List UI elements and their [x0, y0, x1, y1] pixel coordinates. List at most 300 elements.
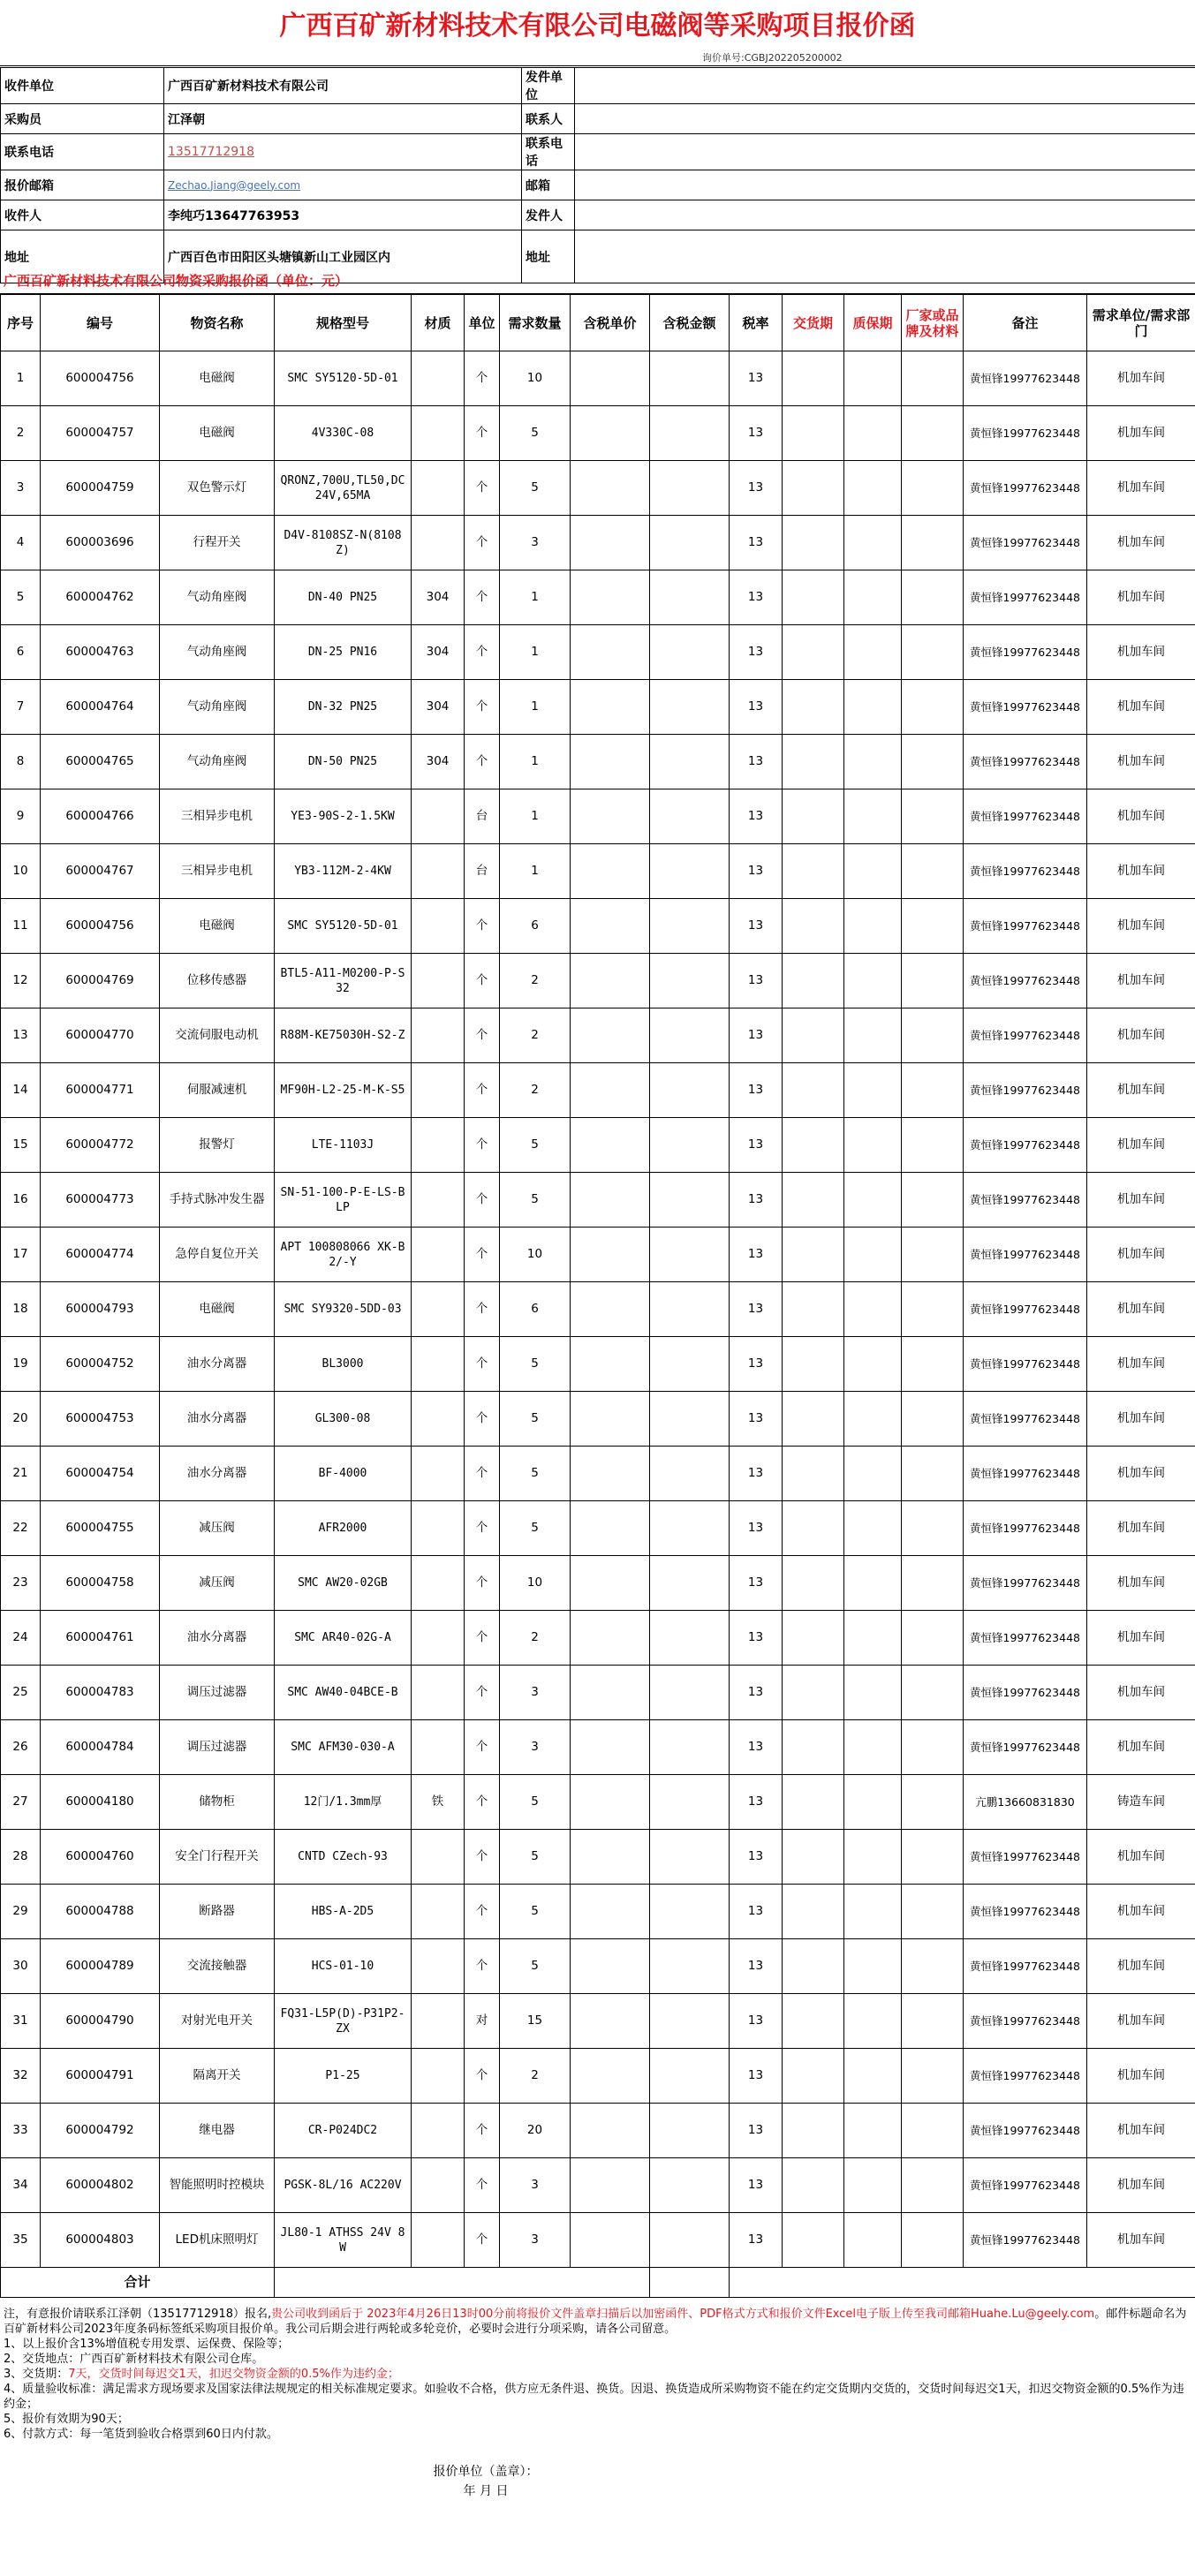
cell-code: 600004789 [41, 1939, 160, 1994]
cell-unit-price[interactable] [571, 1775, 650, 1830]
cell-unit: 个 [465, 1228, 500, 1282]
cell-warranty[interactable] [844, 625, 902, 680]
table-row [1, 1830, 1195, 1885]
document-title: 广西百矿新材料技术有限公司电磁阀等采购项目报价函 [279, 11, 916, 42]
cell-warranty[interactable] [844, 735, 902, 789]
cell-delivery[interactable] [783, 1939, 844, 1994]
cell-unit-price[interactable] [571, 1611, 650, 1666]
cell-amount[interactable] [650, 1501, 730, 1556]
cell-warranty[interactable] [844, 789, 902, 844]
cell-warranty[interactable] [844, 1337, 902, 1392]
note-0c: 。邮件标题命名为百矿新材料公司2023年度条码标签纸采购项目报价单。我公司后期会进行两轮或多轮竞价，必要时会进行分项采购，请各公司留意。 [4, 2308, 1187, 2336]
cell-delivery[interactable] [783, 1447, 844, 1501]
cell-amount[interactable] [650, 1063, 730, 1118]
cell-unit-price[interactable] [571, 954, 650, 1008]
cell-brand[interactable] [902, 625, 964, 680]
cell-brand[interactable] [902, 1392, 964, 1447]
cell-unit-price[interactable] [571, 1173, 650, 1228]
cell-material: 铁 [412, 1775, 465, 1830]
cell-delivery[interactable] [783, 1173, 844, 1228]
cell-material [412, 461, 465, 516]
cell-warranty[interactable] [844, 570, 902, 625]
cell-unit-price[interactable] [571, 570, 650, 625]
cell-qty: 10 [500, 1556, 571, 1611]
cell-unit-price[interactable] [571, 406, 650, 461]
note-line [4, 2307, 1190, 2337]
email2-value[interactable] [575, 170, 1195, 200]
cell-warranty[interactable] [844, 1447, 902, 1501]
cell-delivery[interactable] [783, 1556, 844, 1611]
table-row [1, 1501, 1195, 1556]
cell-qty: 10 [500, 351, 571, 406]
cell-remark: 黄恒锋19977623448 [964, 954, 1087, 1008]
cell-spec: BL3000 [275, 1337, 412, 1392]
cell-delivery[interactable] [783, 516, 844, 570]
table-row [1, 461, 1195, 516]
cell-warranty[interactable] [844, 1775, 902, 1830]
cell-warranty[interactable] [844, 1501, 902, 1556]
sender-value[interactable] [575, 200, 1195, 230]
cell-amount[interactable] [650, 1173, 730, 1228]
cell-amount[interactable] [650, 1392, 730, 1447]
cell-amount[interactable] [650, 570, 730, 625]
cell-delivery[interactable] [783, 789, 844, 844]
cell-qty: 3 [500, 2158, 571, 2213]
cell-brand[interactable] [902, 1282, 964, 1337]
cell-unit-price[interactable] [571, 789, 650, 844]
table-row [1, 1885, 1195, 1939]
cell-brand[interactable] [902, 1611, 964, 1666]
cell-tax-rate: 13 [730, 1447, 783, 1501]
cell-delivery[interactable] [783, 1501, 844, 1556]
cell-brand[interactable] [902, 1063, 964, 1118]
cell-delivery[interactable] [783, 954, 844, 1008]
cell-warranty[interactable] [844, 1994, 902, 2049]
cell-delivery[interactable] [783, 2104, 844, 2158]
cell-amount[interactable] [650, 1720, 730, 1775]
cell-unit-price[interactable] [571, 461, 650, 516]
cell-tax-rate: 13 [730, 844, 783, 899]
cell-tax-rate: 13 [730, 789, 783, 844]
cell-amount[interactable] [650, 735, 730, 789]
cell-unit-price[interactable] [571, 1501, 650, 1556]
cell-brand[interactable] [902, 1994, 964, 2049]
cell-name: 油水分离器 [160, 1392, 275, 1447]
cell-brand[interactable] [902, 1337, 964, 1392]
cell-unit-price[interactable] [571, 2158, 650, 2213]
cell-unit-price[interactable] [571, 1392, 650, 1447]
cell-warranty[interactable] [844, 899, 902, 954]
buyer-label: 采购员 [1, 104, 164, 134]
cell-amount[interactable] [650, 1939, 730, 1994]
cell-delivery[interactable] [783, 406, 844, 461]
cell-warranty[interactable] [844, 1885, 902, 1939]
cell-delivery[interactable] [783, 351, 844, 406]
table-body [1, 351, 1195, 2298]
cell-unit: 个 [465, 1885, 500, 1939]
cell-delivery[interactable] [783, 1775, 844, 1830]
cell-qty: 15 [500, 1994, 571, 2049]
cell-unit-price[interactable] [571, 1994, 650, 2049]
contact-label: 联系人 [522, 104, 575, 134]
cell-delivery[interactable] [783, 1830, 844, 1885]
cell-spec: LTE-1103J [275, 1118, 412, 1173]
info-row [1, 134, 1195, 170]
total-amount-cell[interactable] [650, 2268, 730, 2298]
cell-brand[interactable] [902, 2104, 964, 2158]
cell-delivery[interactable] [783, 1994, 844, 2049]
cell-warranty[interactable] [844, 2104, 902, 2158]
cell-qty: 1 [500, 680, 571, 735]
cell-seq: 17 [1, 1228, 41, 1282]
cell-brand[interactable] [902, 899, 964, 954]
header-delivery: 交货期 [783, 295, 844, 351]
cell-amount[interactable] [650, 1666, 730, 1720]
cell-warranty[interactable] [844, 1939, 902, 1994]
cell-material [412, 1173, 465, 1228]
header-brand: 厂家或品牌及材料 [902, 295, 964, 351]
cell-warranty[interactable] [844, 516, 902, 570]
cell-amount[interactable] [650, 1282, 730, 1337]
cell-remark: 黄恒锋19977623448 [964, 625, 1087, 680]
cell-seq: 20 [1, 1392, 41, 1447]
cell-warranty[interactable] [844, 1282, 902, 1337]
cell-amount[interactable] [650, 1885, 730, 1939]
cell-unit-price[interactable] [571, 1337, 650, 1392]
cell-unit-price[interactable] [571, 2104, 650, 2158]
cell-amount[interactable] [650, 2213, 730, 2268]
cell-amount[interactable] [650, 2158, 730, 2213]
cell-warranty[interactable] [844, 2049, 902, 2104]
note-line: 1、以上报价含13%增值税专用发票、运保费、保险等； [4, 2338, 290, 2351]
cell-brand[interactable] [902, 516, 964, 570]
cell-seq: 28 [1, 1830, 41, 1885]
cell-code: 600004765 [41, 735, 160, 789]
cell-delivery[interactable] [783, 1720, 844, 1775]
cell-warranty[interactable] [844, 351, 902, 406]
cell-spec: SMC SY5120-5D-01 [275, 899, 412, 954]
cell-delivery[interactable] [783, 461, 844, 516]
cell-warranty[interactable] [844, 2213, 902, 2268]
cell-delivery[interactable] [783, 1337, 844, 1392]
cell-amount[interactable] [650, 1228, 730, 1282]
cell-unit: 个 [465, 1447, 500, 1501]
cell-amount[interactable] [650, 789, 730, 844]
cell-warranty[interactable] [844, 844, 902, 899]
cell-brand[interactable] [902, 1447, 964, 1501]
cell-name: 储物柜 [160, 1775, 275, 1830]
cell-brand[interactable] [902, 735, 964, 789]
cell-amount[interactable] [650, 1447, 730, 1501]
cell-brand[interactable] [902, 406, 964, 461]
cell-warranty[interactable] [844, 680, 902, 735]
header-unit-price: 含税单价 [571, 295, 650, 351]
cell-brand[interactable] [902, 1556, 964, 1611]
table-row [1, 735, 1195, 789]
cell-spec: MF90H-L2-25-M-K-S5 [275, 1063, 412, 1118]
cell-amount[interactable] [650, 899, 730, 954]
cell-delivery[interactable] [783, 1118, 844, 1173]
phone-link[interactable]: 13517712918 [168, 145, 254, 159]
phone2-value[interactable] [575, 134, 1195, 170]
cell-material [412, 1830, 465, 1885]
cell-amount[interactable] [650, 954, 730, 1008]
cell-unit-price[interactable] [571, 1118, 650, 1173]
cell-unit-price[interactable] [571, 735, 650, 789]
cell-delivery[interactable] [783, 735, 844, 789]
cell-brand[interactable] [902, 1118, 964, 1173]
sender-unit-label: 发件单位 [522, 68, 575, 104]
recipient-value[interactable]: 李纯巧13647763953 [164, 200, 522, 230]
table-row [1, 570, 1195, 625]
cell-warranty[interactable] [844, 1720, 902, 1775]
cell-unit-price[interactable] [571, 1447, 650, 1501]
cell-amount[interactable] [650, 1008, 730, 1063]
cell-tax-rate: 13 [730, 1830, 783, 1885]
cell-dept: 机加车间 [1087, 516, 1195, 570]
cell-brand[interactable] [902, 1173, 964, 1228]
sender-unit-value[interactable] [575, 68, 1195, 104]
cell-amount[interactable] [650, 516, 730, 570]
cell-code: 600004791 [41, 2049, 160, 2104]
cell-unit-price[interactable] [571, 2049, 650, 2104]
cell-dept: 机加车间 [1087, 735, 1195, 789]
cell-seq: 24 [1, 1611, 41, 1666]
cell-delivery[interactable] [783, 1282, 844, 1337]
cell-delivery[interactable] [783, 1611, 844, 1666]
cell-dept: 机加车间 [1087, 1282, 1195, 1337]
cell-brand[interactable] [902, 2049, 964, 2104]
cell-delivery[interactable] [783, 1228, 844, 1282]
cell-unit-price[interactable] [571, 1063, 650, 1118]
cell-amount[interactable] [650, 2104, 730, 2158]
cell-material [412, 351, 465, 406]
cell-amount[interactable] [650, 1337, 730, 1392]
notes-section [0, 2305, 1195, 2442]
cell-qty: 1 [500, 789, 571, 844]
cell-amount[interactable] [650, 844, 730, 899]
cell-dept: 机加车间 [1087, 1337, 1195, 1392]
total-label: 合计 [1, 2268, 275, 2298]
cell-unit-price[interactable] [571, 1885, 650, 1939]
cell-warranty[interactable] [844, 2158, 902, 2213]
cell-qty: 3 [500, 516, 571, 570]
cell-brand[interactable] [902, 844, 964, 899]
cell-material [412, 2104, 465, 2158]
cell-spec: BTL5-A11-M0200-P-S32 [275, 954, 412, 1008]
cell-unit-price[interactable] [571, 1556, 650, 1611]
cell-seq: 22 [1, 1501, 41, 1556]
table-row [1, 789, 1195, 844]
cell-name: 电磁阀 [160, 351, 275, 406]
cell-tax-rate: 13 [730, 1008, 783, 1063]
cell-amount[interactable] [650, 461, 730, 516]
total-blank [275, 2268, 650, 2298]
cell-unit-price[interactable] [571, 1666, 650, 1720]
cell-brand[interactable] [902, 2213, 964, 2268]
cell-unit-price[interactable] [571, 1008, 650, 1063]
cell-delivery[interactable] [783, 1392, 844, 1447]
cell-amount[interactable] [650, 1994, 730, 2049]
cell-brand[interactable] [902, 1666, 964, 1720]
cell-amount[interactable] [650, 1611, 730, 1666]
cell-tax-rate: 13 [730, 1994, 783, 2049]
cell-unit-price[interactable] [571, 516, 650, 570]
cell-brand[interactable] [902, 351, 964, 406]
cell-brand[interactable] [902, 789, 964, 844]
table-row [1, 680, 1195, 735]
cell-unit-price[interactable] [571, 899, 650, 954]
cell-warranty[interactable] [844, 1392, 902, 1447]
cell-delivery[interactable] [783, 2213, 844, 2268]
cell-seq: 29 [1, 1885, 41, 1939]
cell-unit-price[interactable] [571, 1282, 650, 1337]
cell-delivery[interactable] [783, 680, 844, 735]
cell-qty: 20 [500, 2104, 571, 2158]
cell-qty: 2 [500, 1063, 571, 1118]
header-qty: 需求数量 [500, 295, 571, 351]
cell-delivery[interactable] [783, 899, 844, 954]
buyer-value[interactable]: 江泽朝 [164, 104, 522, 134]
cell-unit-price[interactable] [571, 680, 650, 735]
cell-amount[interactable] [650, 406, 730, 461]
cell-amount[interactable] [650, 680, 730, 735]
cell-delivery[interactable] [783, 1885, 844, 1939]
cell-spec: SMC SY9320-5DD-03 [275, 1282, 412, 1337]
cell-brand[interactable] [902, 1501, 964, 1556]
cell-material [412, 1282, 465, 1337]
cell-dept: 机加车间 [1087, 1556, 1195, 1611]
cell-brand[interactable] [902, 1885, 964, 1939]
receiver-unit-label: 收件单位 [1, 68, 164, 104]
cell-warranty[interactable] [844, 1063, 902, 1118]
cell-unit-price[interactable] [571, 1720, 650, 1775]
cell-amount[interactable] [650, 2049, 730, 2104]
phone2-label: 联系电话 [522, 134, 575, 170]
cell-delivery[interactable] [783, 844, 844, 899]
cell-amount[interactable] [650, 351, 730, 406]
cell-qty: 5 [500, 1118, 571, 1173]
cell-amount[interactable] [650, 1118, 730, 1173]
table-row [1, 2104, 1195, 2158]
cell-code: 600004763 [41, 625, 160, 680]
cell-warranty[interactable] [844, 1556, 902, 1611]
cell-tax-rate: 13 [730, 625, 783, 680]
cell-delivery[interactable] [783, 625, 844, 680]
cell-qty: 5 [500, 1501, 571, 1556]
cell-warranty[interactable] [844, 1173, 902, 1228]
cell-seq: 2 [1, 406, 41, 461]
cell-amount[interactable] [650, 1830, 730, 1885]
email-link[interactable]: Zechao.Jiang@geely.com [168, 178, 301, 192]
cell-material: 304 [412, 680, 465, 735]
cell-unit-price[interactable] [571, 1939, 650, 1994]
phone-label: 联系电话 [1, 134, 164, 170]
cell-warranty[interactable] [844, 1008, 902, 1063]
cell-unit: 个 [465, 1775, 500, 1830]
cell-warranty[interactable] [844, 1666, 902, 1720]
cell-dept: 机加车间 [1087, 1501, 1195, 1556]
cell-delivery[interactable] [783, 2158, 844, 2213]
cell-name: 断路器 [160, 1885, 275, 1939]
cell-warranty[interactable] [844, 1611, 902, 1666]
cell-brand[interactable] [902, 1775, 964, 1830]
cell-warranty[interactable] [844, 1228, 902, 1282]
cell-amount[interactable] [650, 1775, 730, 1830]
cell-name: 位移传感器 [160, 954, 275, 1008]
cell-unit-price[interactable] [571, 1228, 650, 1282]
cell-unit-price[interactable] [571, 844, 650, 899]
cell-brand[interactable] [902, 1008, 964, 1063]
cell-unit-price[interactable] [571, 351, 650, 406]
cell-spec: DN-50 PN25 [275, 735, 412, 789]
cell-name: 交流伺服电动机 [160, 1008, 275, 1063]
cell-qty: 1 [500, 570, 571, 625]
table-row [1, 844, 1195, 899]
cell-amount[interactable] [650, 1556, 730, 1611]
cell-warranty[interactable] [844, 954, 902, 1008]
cell-material [412, 1337, 465, 1392]
cell-unit-price[interactable] [571, 1830, 650, 1885]
cell-seq: 18 [1, 1282, 41, 1337]
cell-unit: 个 [465, 2213, 500, 2268]
cell-warranty[interactable] [844, 1118, 902, 1173]
contact-info-table [0, 67, 1195, 283]
cell-brand[interactable] [902, 1720, 964, 1775]
cell-spec: SN-51-100-P-E-LS-BLP [275, 1173, 412, 1228]
cell-warranty[interactable] [844, 461, 902, 516]
cell-seq: 16 [1, 1173, 41, 1228]
cell-unit: 个 [465, 954, 500, 1008]
cell-delivery[interactable] [783, 1666, 844, 1720]
cell-amount[interactable] [650, 625, 730, 680]
cell-brand[interactable] [902, 1939, 964, 1994]
cell-material [412, 1501, 465, 1556]
cell-delivery[interactable] [783, 1063, 844, 1118]
cell-delivery[interactable] [783, 2049, 844, 2104]
cell-remark: 亢鹏13660831830 [964, 1775, 1087, 1830]
contact-value[interactable] [575, 104, 1195, 134]
cell-spec: CNTD CZech-93 [275, 1830, 412, 1885]
header-unit: 单位 [465, 295, 500, 351]
address-value[interactable]: 广西百色市田阳区头塘镇新山工业园区内 [164, 230, 522, 283]
cell-spec: JL80-1 ATHSS 24V 8W [275, 2213, 412, 2268]
cell-unit-price[interactable] [571, 2213, 650, 2268]
cell-dept: 机加车间 [1087, 1447, 1195, 1501]
cell-spec: YE3-90S-2-1.5KW [275, 789, 412, 844]
cell-unit-price[interactable] [571, 625, 650, 680]
cell-brand[interactable] [902, 461, 964, 516]
cell-brand[interactable] [902, 1228, 964, 1282]
cell-name: 交流接触器 [160, 1939, 275, 1994]
cell-material: 304 [412, 625, 465, 680]
cell-name: 减压阀 [160, 1501, 275, 1556]
cell-brand[interactable] [902, 570, 964, 625]
cell-brand[interactable] [902, 680, 964, 735]
cell-brand[interactable] [902, 954, 964, 1008]
cell-warranty[interactable] [844, 1830, 902, 1885]
cell-dept: 机加车间 [1087, 461, 1195, 516]
cell-brand[interactable] [902, 1830, 964, 1885]
cell-seq: 11 [1, 899, 41, 954]
receiver-unit-value[interactable]: 广西百矿新材料技术有限公司 [164, 68, 522, 104]
cell-warranty[interactable] [844, 406, 902, 461]
cell-brand[interactable] [902, 2158, 964, 2213]
cell-material [412, 1556, 465, 1611]
cell-delivery[interactable] [783, 570, 844, 625]
cell-delivery[interactable] [783, 1008, 844, 1063]
table-row [1, 1173, 1195, 1228]
